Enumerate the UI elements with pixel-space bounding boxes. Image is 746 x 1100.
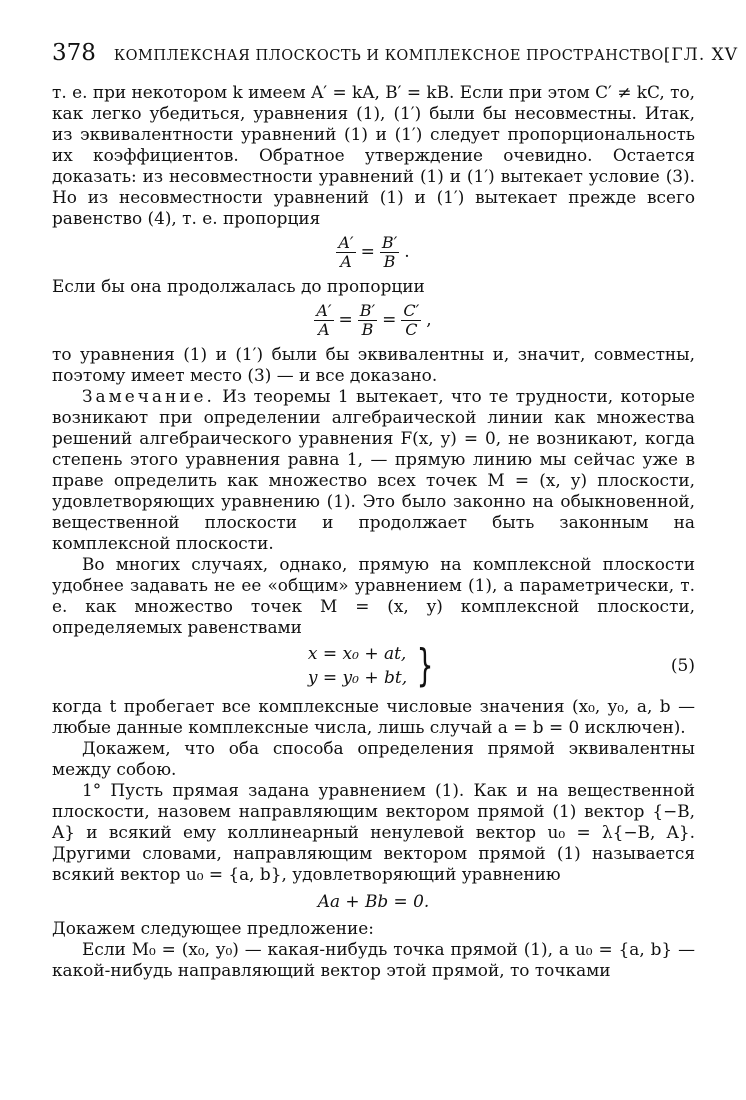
remark-paragraph — [52, 386, 695, 554]
fraction-a: $\frac{A'}{A}$ — [338, 233, 354, 271]
paragraph-3: то уравнения (1) и (1′) были бы эквивалентны и, значит, совместны, поэтому имеет место (3) — и все доказано. — [52, 344, 695, 385]
system-line-1: x = x₀ + at, — [307, 644, 407, 664]
paragraph-1: т. е. при некотором k имеем A′ = kA, B′ = kB. Если при этом C′ ≠ kC, то, как легко убедиться, уравнения (1), (1′) были бы несовместны. Итак, из эквивалентности уравнений (1) и (1′) следует пропорциональность их коэффициентов. Обратное утверждение очевидно. Остается доказать: из несовместности уравнений (1) и (1′) вытекает условие (3). Но из несовместности уравнений (1) и (1′) вытекает прежде всего равенство (4), т. е. пропорция — [52, 82, 695, 228]
remark-text: Из теоремы 1 вытекает, что те трудности, которые возникают при определении алгебраической линии как множества решений алгебраического уравнения F(x, y) = 0, не возникают, когда степень этого уравнения равна 1, — прямую линию мы сейчас уже в праве определить как множество всех точек M = (x, y) плоскости, удовлетворяющих уравнению (1). Это было законно на обыкновенной, вещественной плоскости и продолжает быть законным на комплексной плоскости. — [52, 386, 695, 553]
fraction-c: $\frac{C'}{C}$ — [403, 301, 420, 339]
fraction-b: $\frac{B'}{B}$ — [359, 301, 376, 339]
proportion-formula-1: $\frac{A'}{A}$ = $\frac{B'}{B}$ . — [338, 233, 410, 271]
paragraph-7: Докажем, что оба способа определения прямой эквивалентны между собою. — [52, 738, 695, 779]
paragraph-8: 1° Пусть прямая задана уравнением (1). Как и на вещественной плоскости, назовем направляющим вектором прямой (1) вектор {−B, A} и всякий ему коллинеарный ненулевой вектор u₀ = λ{−B, A}. Другими словами, направляющим вектором прямой (1) называется всякий вектор u₀ = {a, b}, удовлетворяющий уравнению — [52, 780, 695, 884]
paragraph-2: Если бы она продолжалась до пропорции — [52, 276, 425, 296]
paragraph-10: Если M₀ = (x₀, y₀) — какая-нибудь точка прямой (1), а u₀ = {a, b} — какой-нибудь направляющий вектор этой прямой, то точками — [52, 939, 695, 980]
proportion-formula-2: $\frac{A'}{A}$ = $\frac{B'}{B}$ = $\frac{C'}{C}$ , — [316, 301, 432, 339]
right-brace: } — [416, 640, 434, 691]
direction-vector-equation: Aa + Bb = 0. — [317, 891, 430, 911]
equation-number: (5) — [670, 656, 695, 676]
chapter-label: [ГЛ. XV — [663, 45, 739, 65]
page-body — [52, 82, 695, 981]
parametric-system — [52, 642, 695, 690]
paragraph-6: когда t пробегает все комплексные числовые значения (x₀, y₀, a, b — любые данные комплексные числа, лишь случай a = b = 0 исключен). — [52, 696, 695, 737]
system-line-2: y = y₀ + bt, — [307, 668, 408, 688]
running-title: КОМПЛЕКСНАЯ ПЛОСКОСТЬ И КОМПЛЕКСНОЕ ПРОСТРАНСТВО — [113, 48, 664, 64]
paragraph-5: Во многих случаях, однако, прямую на комплексной плоскости удобнее задавать не ее «общим» уравнением (1), а параметрически, т. е. как множество точек M = (x, y) комплексной плоскости, определяемых равенствами — [52, 554, 695, 637]
remark-label: Замечание. — [82, 386, 215, 406]
page-header — [52, 40, 739, 80]
paragraph-9: Докажем следующее предложение: — [52, 918, 374, 938]
page-number: 378 — [52, 40, 96, 66]
fraction-b: $\frac{B'}{B}$ — [381, 233, 398, 271]
fraction-a: $\frac{A'}{A}$ — [316, 301, 332, 339]
